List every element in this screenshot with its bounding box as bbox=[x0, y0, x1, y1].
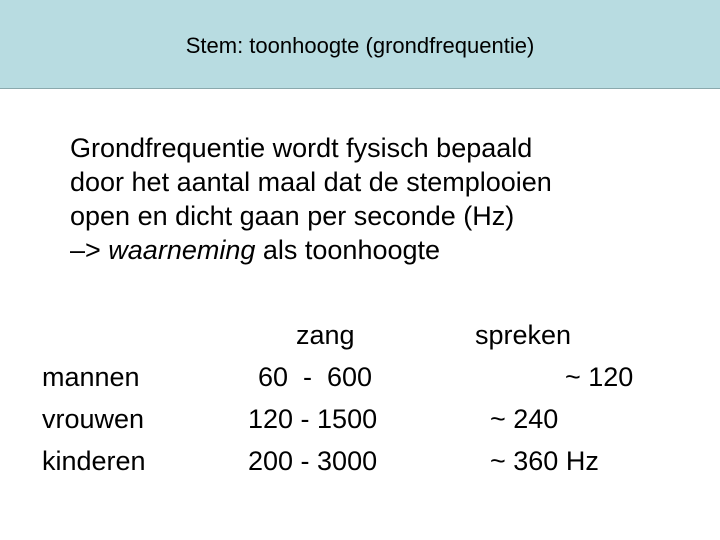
row-label-kinderen: kinderen bbox=[42, 446, 146, 476]
spreken-vrouwen: ~ 240 bbox=[490, 404, 559, 434]
header-spreken: spreken bbox=[475, 320, 572, 350]
arrow-prefix: –> bbox=[70, 235, 109, 265]
title-bar bbox=[0, 0, 720, 89]
spreken-kinderen: ~ 360 Hz bbox=[490, 446, 599, 476]
row-label-vrouwen: vrouwen bbox=[42, 404, 145, 434]
line-4-suffix: als toonhoogte bbox=[255, 235, 441, 265]
spreken-mannen: ~ 120 bbox=[565, 362, 634, 392]
body-line-1: Grondfrequentie wordt fysisch bepaald bbox=[70, 133, 533, 163]
emphasis-waarneming: waarneming bbox=[108, 235, 256, 265]
body-line-3: open en dicht gaan per seconde (Hz) bbox=[70, 201, 515, 231]
zang-vrouwen: 120 - 1500 bbox=[248, 404, 378, 434]
body-line-4 bbox=[70, 233, 690, 267]
zang-mannen: 60 - 600 bbox=[258, 362, 373, 392]
body-line-2: door het aantal maal dat de stemplooien bbox=[70, 167, 552, 197]
zang-kinderen: 200 - 3000 bbox=[248, 446, 378, 476]
header-zang: zang bbox=[296, 320, 355, 350]
row-label-mannen: mannen bbox=[42, 362, 140, 392]
body-paragraph bbox=[70, 131, 690, 267]
slide-title: Stem: toonhoogte (grondfrequentie) bbox=[185, 33, 535, 58]
